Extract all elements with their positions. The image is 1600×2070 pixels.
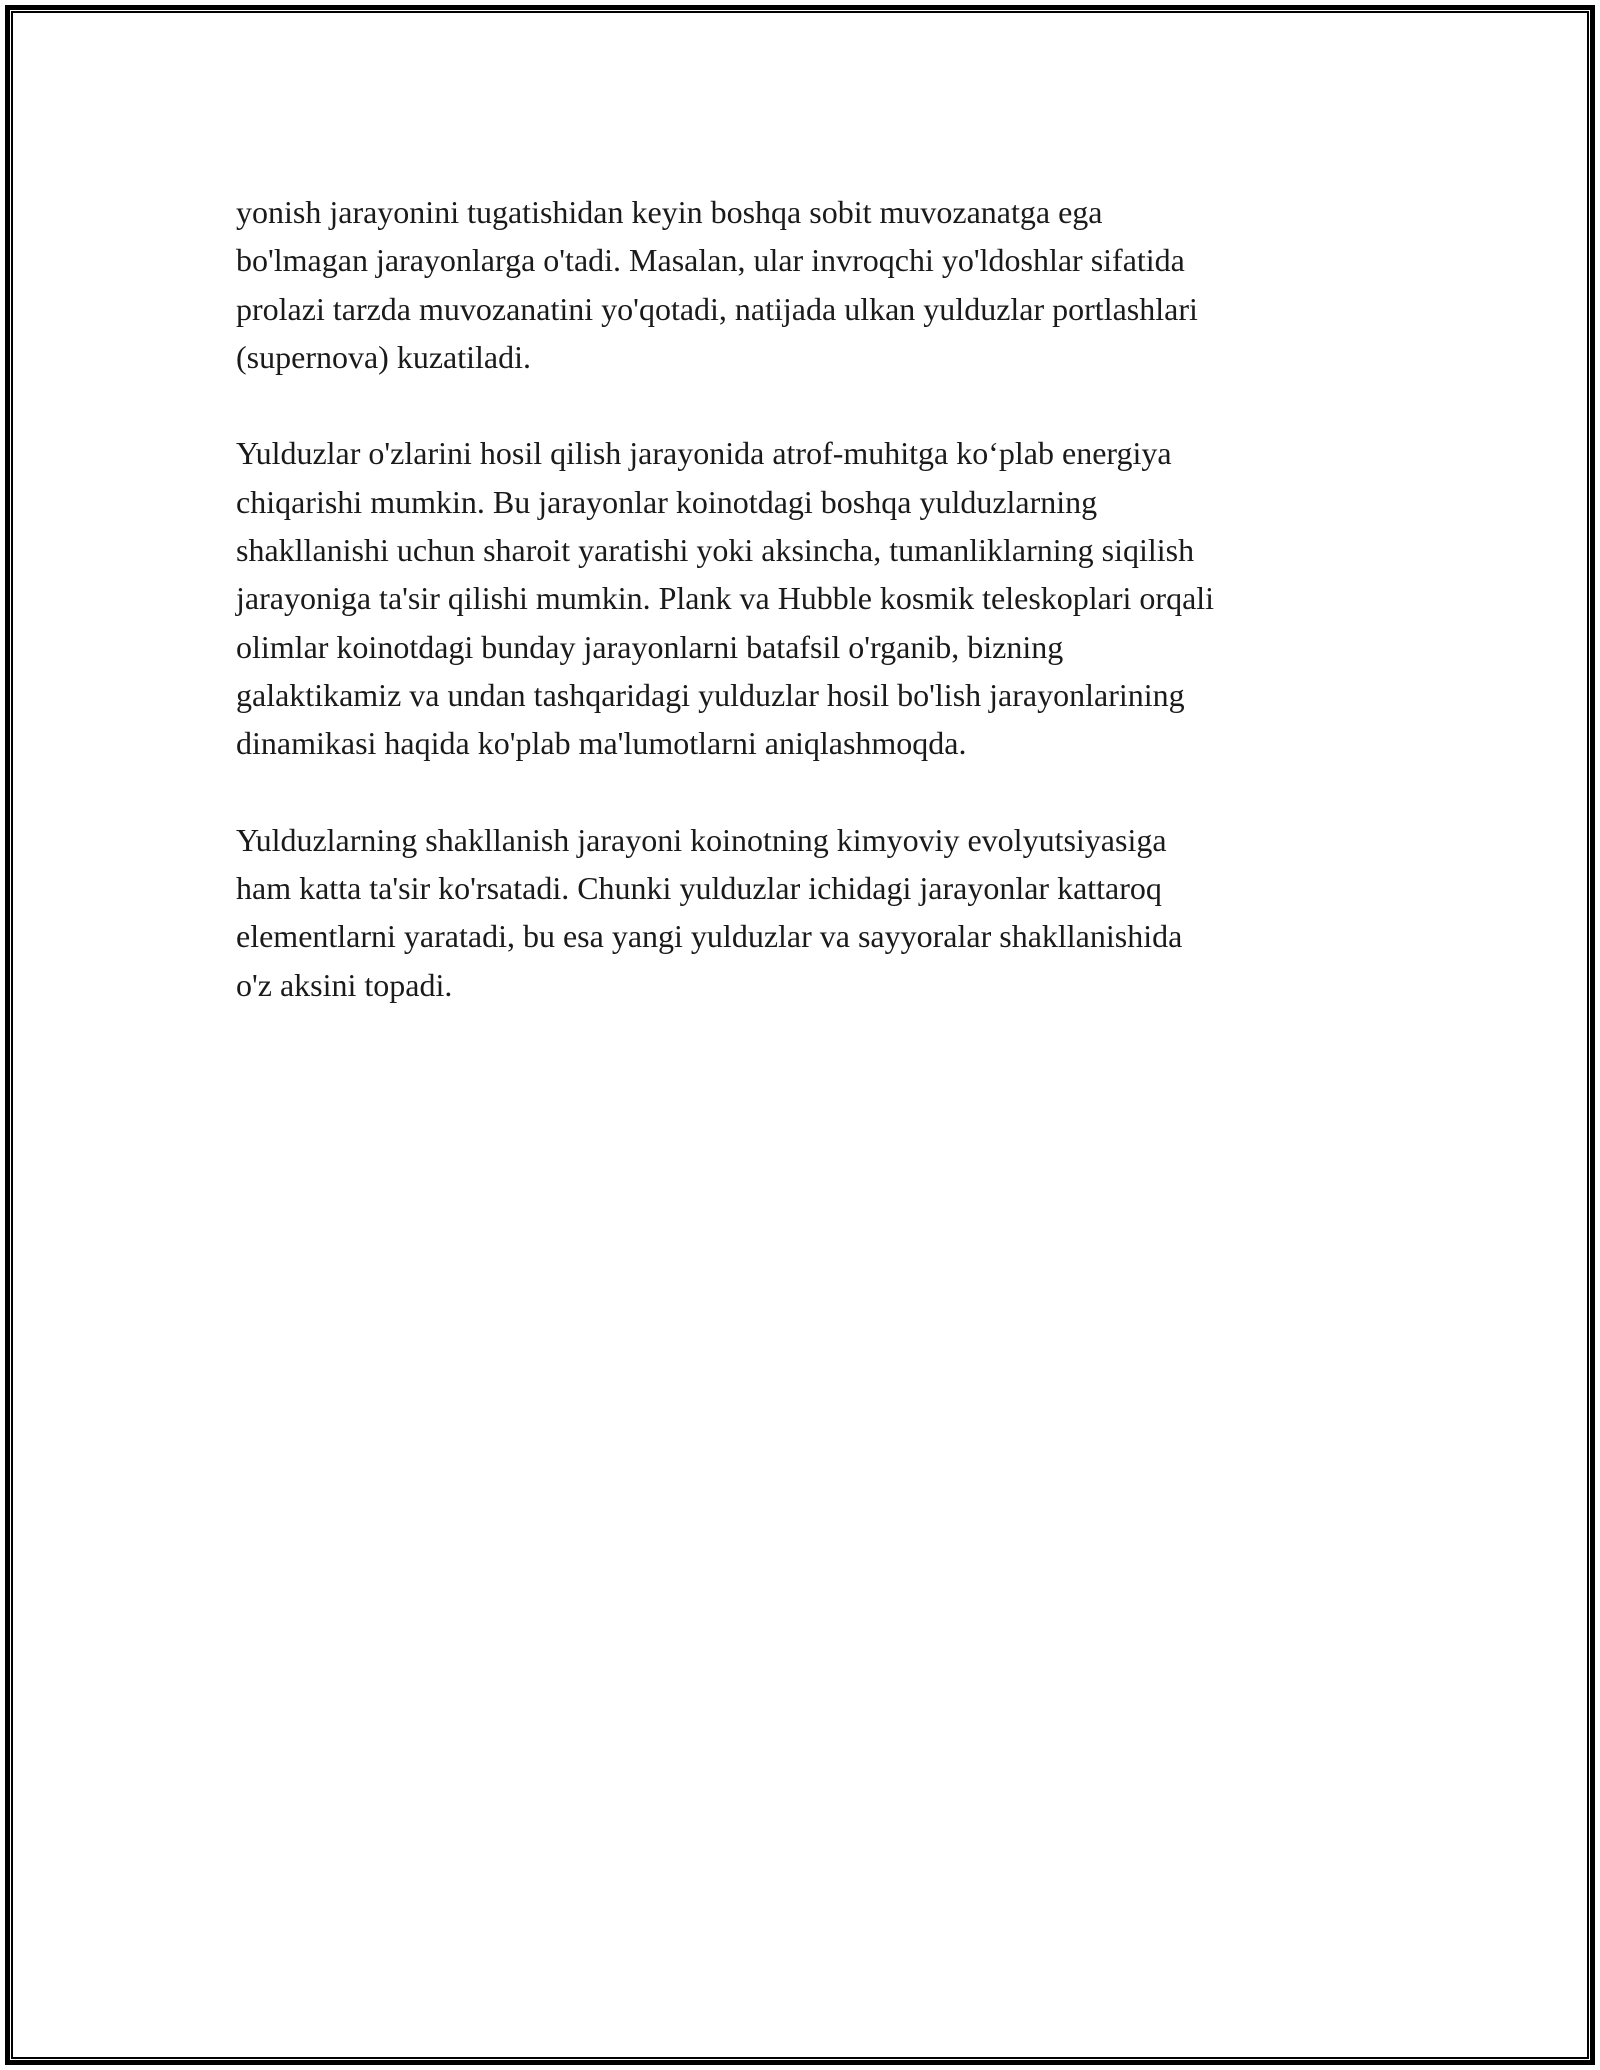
text-line: Yulduzlar o'zlarini hosil qilish jarayonida atrof-muhitga ko‘plab energiya: [236, 435, 1172, 472]
text-line: dinamikasi haqida ko'plab ma'lumotlarni aniqlashmoqda.: [236, 725, 967, 762]
text-line: Yulduzlarning shakllanish jarayoni koinotning kimyoviy evolyutsiyasiga: [236, 821, 1167, 858]
text-line: shakllanishi uchun sharoit yaratishi yoki aksincha, tumanliklarning siqilish: [236, 532, 1195, 569]
document-body: [236, 188, 1366, 1057]
text-line: (supernova) kuzatiladi.: [236, 338, 531, 375]
text-line: elementlarni yaratadi, bu esa yangi yulduzlar va sayyoralar shakllanishida: [236, 918, 1183, 955]
text-line: jarayoniga ta'sir qilishi mumkin. Plank va Hubble kosmik teleskoplari orqali: [236, 580, 1215, 617]
paragraph-3: [236, 816, 1366, 1009]
paragraph-1: [236, 188, 1366, 381]
text-line: prolazi tarzda muvozanatini yo'qotadi, natijada ulkan yulduzlar portlashlari: [236, 290, 1198, 327]
text-line: olimlar koinotdagi bunday jarayonlarni batafsil o'rganib, bizning: [236, 628, 1064, 665]
text-line: chiqarishi mumkin. Bu jarayonlar koinotdagi boshqa yulduzlarning: [236, 483, 1098, 520]
text-line: galaktikamiz va undan tashqaridagi yulduzlar hosil bo'lish jarayonlarining: [236, 676, 1185, 713]
text-line: yonish jarayonini tugatishidan keyin boshqa sobit muvozanatga ega: [236, 194, 1103, 230]
text-line: ham katta ta'sir ko'rsatadi. Chunki yulduzlar ichidagi jarayonlar kattaroq: [236, 870, 1162, 907]
text-line: bo'lmagan jarayonlarga o'tadi. Masalan, ular invroqchi yo'ldoshlar sifatida: [236, 242, 1185, 279]
paragraph-2: [236, 429, 1366, 767]
text-line: o'z aksini topadi.: [236, 966, 453, 1003]
